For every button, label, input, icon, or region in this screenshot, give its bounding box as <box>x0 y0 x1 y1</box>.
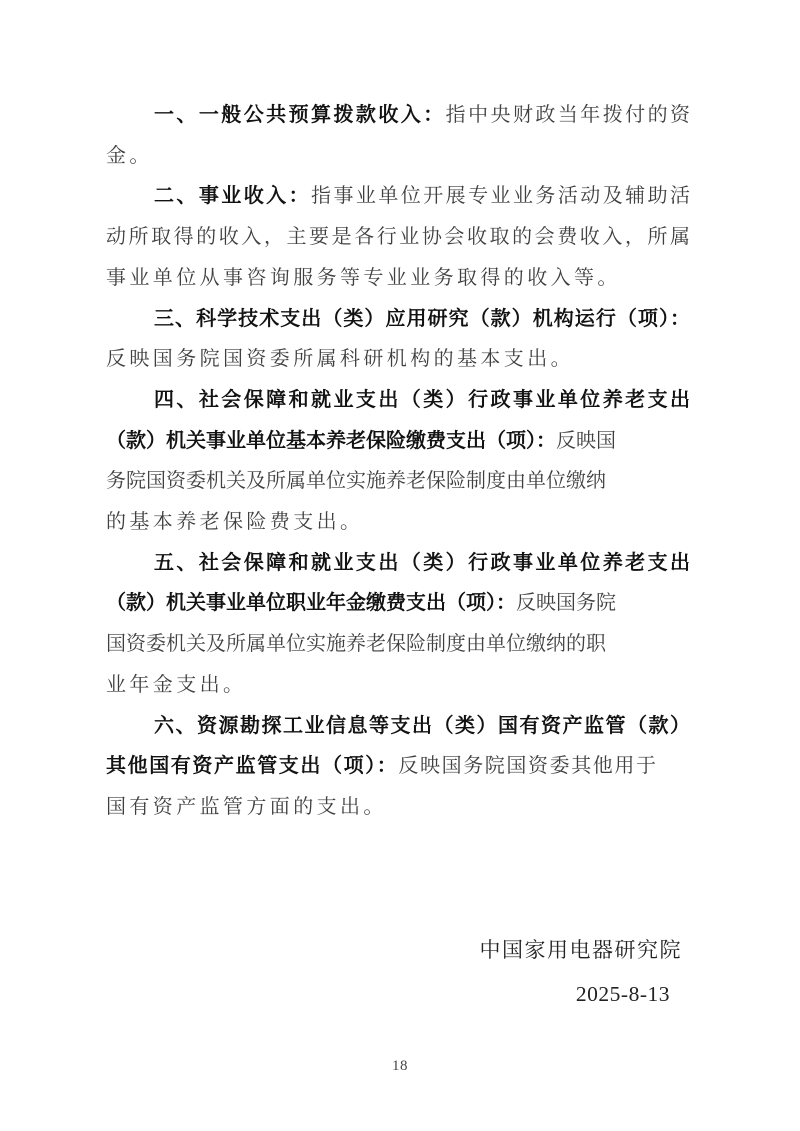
paragraph <box>106 706 690 828</box>
paragraph <box>106 543 690 706</box>
paragraph-line <box>106 624 690 665</box>
paragraph-line <box>106 136 690 177</box>
term-label: 三、科学技术支出（类）应用研究（款）机构运行（项）： <box>154 307 690 330</box>
definition-text: 反映国 <box>556 429 616 452</box>
paragraph-line <box>106 95 690 136</box>
paragraph <box>106 95 690 176</box>
term-label: （款）机关事业单位职业年金缴费支出（项）： <box>106 592 516 615</box>
paragraph-line <box>106 583 690 624</box>
paragraph-line <box>106 421 690 462</box>
term-label: 二、事业收入： <box>154 185 312 208</box>
definition-text: 的基本养老保险费支出。 <box>106 511 364 534</box>
definition-text: 国资委机关及所属单位实施养老保险制度由单位缴纳的职 <box>106 633 606 656</box>
paragraph-line <box>106 176 690 217</box>
paragraph-line <box>106 665 690 706</box>
paragraph-line <box>106 217 690 258</box>
definition-text: 务院国资委机关及所属单位实施养老保险制度由单位缴纳 <box>106 470 606 493</box>
paragraph-line <box>106 543 690 584</box>
paragraph-line <box>106 461 690 502</box>
definition-text: 指中央财政当年拨付的资 <box>445 104 691 126</box>
definition-text: 国有资产监管方面的支出。 <box>106 795 387 818</box>
paragraph-line <box>106 502 690 543</box>
paragraph-line <box>106 339 690 380</box>
paragraph-line <box>106 299 690 340</box>
document-date: 2025-8-13 <box>575 982 670 1007</box>
paragraph-line <box>106 706 690 747</box>
term-label: 一、一般公共预算拨款收入： <box>154 104 446 126</box>
definition-text: 动所取得的收入，主要是各行业协会收取的会费收入，所属 <box>106 226 690 249</box>
paragraph <box>106 176 690 298</box>
paragraph-line <box>106 258 690 299</box>
organization-name: 中国家用电器研究院 <box>479 937 682 962</box>
term-label: 其他国有资产监管支出（项）： <box>106 755 399 778</box>
paragraph <box>106 299 690 380</box>
term-label: 五、社会保障和就业支出（类）行政事业单位养老支出 <box>154 551 690 574</box>
paragraph <box>106 380 690 543</box>
paragraph-line <box>106 746 690 787</box>
page-number: 18 <box>392 1058 408 1075</box>
paragraph-line <box>106 787 690 828</box>
paragraph-line <box>106 380 690 421</box>
definition-text: 反映国务院国资委所属科研机构的基本支出。 <box>106 348 574 371</box>
term-label: 四、社会保障和就业支出（类）行政事业单位养老支出 <box>154 388 690 411</box>
definition-text: 业年金支出。 <box>106 673 247 696</box>
definition-text: 反映国务院国资委其他用于 <box>398 755 658 778</box>
definition-text: 反映国务院 <box>516 592 616 615</box>
signature-block <box>0 930 800 1015</box>
definition-text: 事业单位从事咨询服务等专业业务取得的收入等。 <box>106 266 621 289</box>
definition-text: 指事业单位开展专业业务活动及辅助活 <box>311 185 691 208</box>
term-label: 六、资源勘探工业信息等支出（类）国有资产监管（款） <box>154 714 690 737</box>
definition-text: 金。 <box>106 144 153 167</box>
term-label: （款）机关事业单位基本养老保险缴费支出（项）： <box>106 429 556 452</box>
